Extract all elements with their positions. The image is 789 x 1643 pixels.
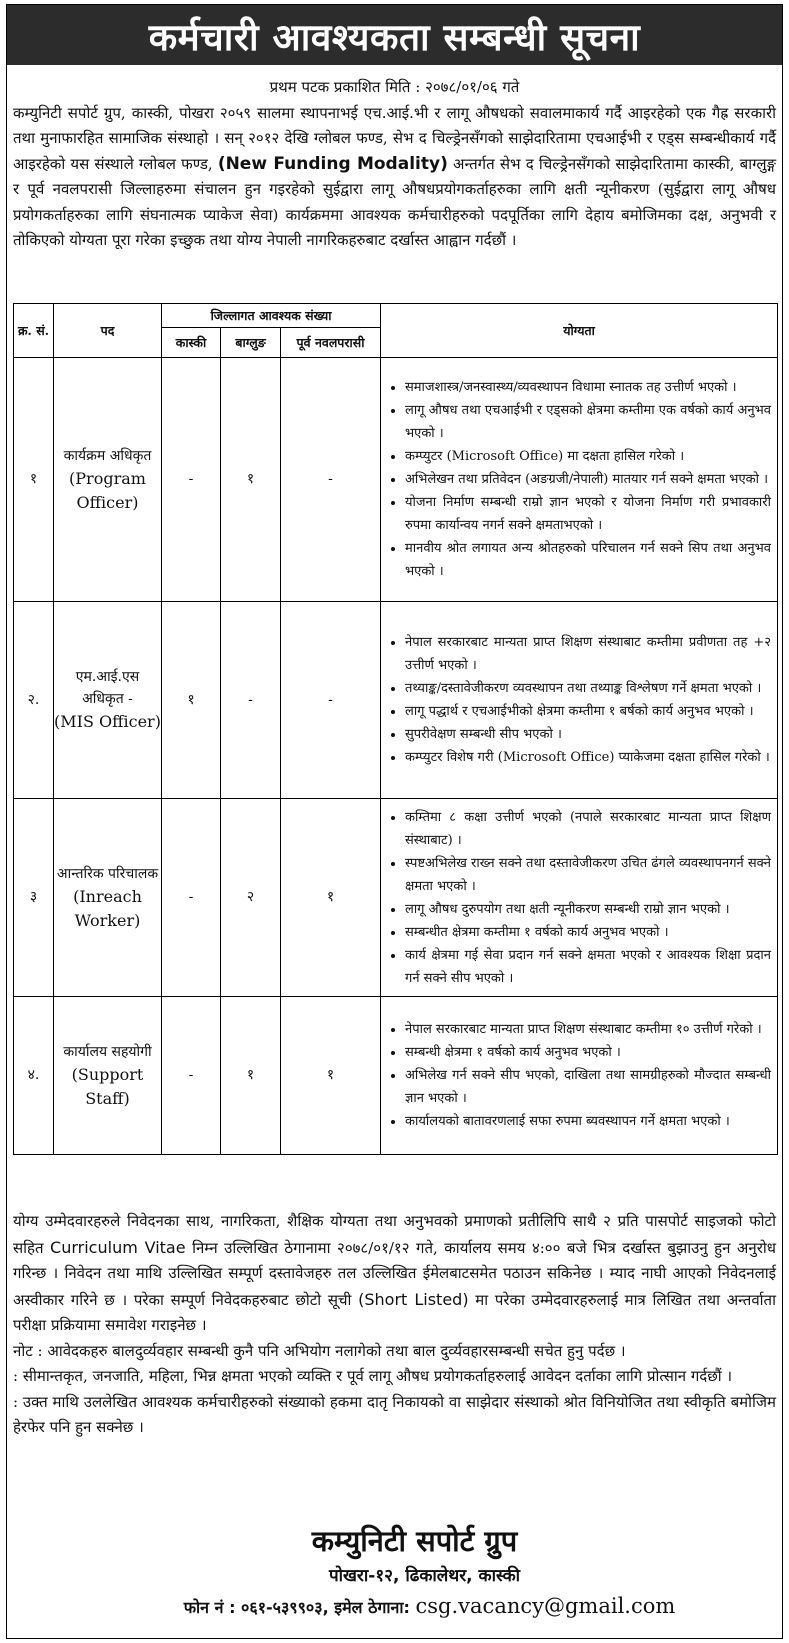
notice-title: कर्मचारी आवश्यकता सम्बन्धी सूचना — [7, 5, 782, 65]
post-name-np: कार्यक्रम अधिकृत — [63, 447, 152, 464]
qualification-item: • कार्य क्षेत्रमा गई सेवा प्रदान गर्न सक्ने क्षमता भएको र आवश्यक शिक्षा प्रदान गर्न सक्ने सीप भएको । — [405, 944, 771, 990]
row-baglung-count: १ — [221, 358, 281, 602]
row-nawalparasi-count: १ — [281, 997, 381, 1155]
intro-paragraph — [13, 101, 776, 254]
row-qualifications — [381, 358, 778, 602]
published-date: प्रथम पटक प्रकाशित मिति : २०७८/०१/०६ गते — [269, 78, 520, 96]
header-kaski: कास्की — [162, 328, 221, 358]
qualification-list — [385, 376, 771, 583]
post-name-en: (Inreach Worker) — [73, 886, 142, 930]
qualification-item: • अभिलेखन तथा प्रतिवेदन (अङग्रजी/नेपाली) मातयार गर्न सक्ने क्षमता भएको । — [405, 468, 771, 491]
intro-text-b: अन्तर्गत सेभ द चिल्ड्रेनसँगको साझेदारितामा कास्की, बाग्लुङ्ग र पूर्व नवलपरासी जिल्लाहरुमा संचालन हुन गइरहेको सुईद्वारा लागू औषधप्रयोगकर्ताहरुका लागि क्षती न्यूनीकरण (सुईद्वारा लागू औषध प्रयोगकर्ताहरुका लागि संघनात्मक प्याकेज सेवा) कार्यक्रममा आवश्यक कर्मचारीहरुको पदपूर्तिका लागि देहाय बमोजिमका दक्ष, अनुभवी र तोकिएको योग्यता पूरा गरेका इच्छुक तथा योग्य नेपाली नागरिकहरुबाट दर्खास्त आह्वान गर्दछौं । — [13, 154, 776, 249]
organization-address: पोखरा-१२, ढिकालेथर, कास्की — [328, 1566, 521, 1586]
row-sn: २. — [14, 602, 54, 799]
post-name-np: एम.आई.एस अधिकृत - — [75, 669, 140, 707]
post-name-en: (MIS Officer) — [54, 712, 161, 731]
post-name-en: (Program Officer) — [69, 468, 146, 512]
instructions-section — [13, 1209, 776, 1441]
intro-highlight: (New Funding Modality) — [217, 153, 448, 174]
qualification-item: • कम्प्युटर (Microsoft Office) मा दक्षता हासिल गरेको । — [405, 445, 771, 468]
note-2: : सीमान्तकृत, जनजाति, महिला, भिन्न क्षमता भएको व्यक्ति र पूर्व लागू औषध प्रयोगकर्ताहरुलाई आवेदन दर्ताका लागि प्रोत्सान गर्दछौं । — [13, 1367, 733, 1385]
qualification-item: • अभिलेख गर्न सक्ने सीप भएको, दाखिला तथा सामग्रीहरुको मौज्दात सम्बन्धी ज्ञान भएको । — [405, 1064, 771, 1110]
qualification-item: • लागू औषध दुरुपयोग तथा क्षती न्यूनीकरण सम्बन्धी राम्रो ज्ञान भएको । — [405, 898, 771, 921]
note-1: नोट : आवेदकहरु बालदुर्व्यवहार सम्बन्धी कुनै पनि अभियोग नलागेको तथा बाल दुर्व्यवहारसम्बन्धी सचेत हुनु पर्दछ । — [13, 1341, 626, 1360]
instructions-text-a: योग्य उम्मेदवारहरुले निवेदनका साथ, नागरिकता, शैक्षिक योग्यता तथा अनुभवको प्रमाणको प्रतीलिपि साथै २ प्रति पासपोर्ट साइजको फोटो सहित — [13, 1212, 776, 1257]
organization-contact — [7, 1591, 782, 1623]
qualification-list — [385, 806, 771, 990]
row-qualifications — [381, 602, 778, 799]
organization-name: कम्युनिटी सपोर्ट ग्रुप — [311, 1524, 518, 1558]
qualification-item: • कार्यालयको बातावरणलाई सफा रुपमा ब्यवस्थापन गर्ने क्षमता भएको । — [405, 1110, 771, 1133]
row-kaski-count: - — [162, 799, 221, 997]
qualification-item: • मानवीय श्रोत लगायत अन्य श्रोतहरुको परिचालन गर्न सक्ने सिप तथा अनुभव भएको । — [405, 537, 771, 583]
instructions-text-b: निम्न उल्लिखित ठेगानामा २०७८/०१/१२ गते, कार्यालय समय ४:०० बजे भित्र दर्खास्त बुझाउनु हुन अनुरोध गरिन्छ । निवेदन तथा माथि उल्लिखित सम्पूर्ण दस्तावेजहरु तल उल्लिखित ईमेलबाटसमेत पठाउन सकिनेछ । म्याद नाघी आएको निवेदनलाई अस्वीकार गरिने छ । परेका सम्पूर्ण निवेदकहरुबाट छोटो सूची — [13, 1238, 776, 1309]
table-row — [14, 358, 778, 602]
qualification-item: • कम्तिमा ८ कक्षा उत्तीर्ण भएको (नपाले सरकारबाट मान्यता प्राप्त शिक्षण संस्थाबाट) । — [405, 806, 771, 852]
header-post: पद — [54, 304, 162, 358]
row-baglung-count: १ — [221, 997, 281, 1155]
post-name-en: (Support Staff) — [71, 1064, 144, 1108]
row-post — [54, 358, 162, 602]
qualification-item: • नेपाल सरकारबाट मान्यता प्राप्त शिक्षण संस्थाबाट कम्तीमा प्रवीणता तह +२ उत्तीर्ण भएको । — [405, 631, 771, 677]
row-kaski-count: १ — [162, 602, 221, 799]
qualification-item: • योजना निर्माण सम्बन्धी राम्रो ज्ञान भएको र योजना निर्माण गरी प्रभावकारी रुपमा कार्यान्वय नगर्न सक्ने क्षमताभएको । — [405, 491, 771, 537]
qualification-item: • सम्बन्धीत क्षेत्रमा कम्तीमा १ वर्षको कार्य अनुभव भएको । — [405, 921, 771, 944]
qualification-item: • नेपाल सरकारबाट मान्यता प्राप्त शिक्षण संस्थाबाट कम्तीमा १० उत्तीर्ण गरेको । — [405, 1018, 771, 1041]
qualification-item: • लागू औषध तथा एचआईभी र एड्सको क्षेत्रमा कम्तीमा एक वर्षको कार्य अनुभव भएको । — [405, 399, 771, 445]
row-nawalparasi-count: - — [281, 358, 381, 602]
qualification-item: • लागू पद्धार्थ र एचआईभीको क्षेत्रमा कम्तीमा १ बर्षको कार्य अनुभव भएको । — [405, 700, 771, 723]
qualification-list — [385, 631, 771, 769]
table-row — [14, 799, 778, 997]
row-nawalparasi-count: १ — [281, 799, 381, 997]
row-qualifications — [381, 997, 778, 1155]
row-baglung-count: २ — [221, 799, 281, 997]
contact-label: फोन नं : ०६१-५३९९०३, इमेल ठेगाना: — [183, 1598, 410, 1617]
instructions-text-c: मा परेका उम्मेदवारहरुलाई मात्र लिखित तथा अन्तर्वाता परीक्षा प्रक्रियामा समावेश गराइनेछ । — [13, 1290, 776, 1334]
post-name-np: आन्तरिक परिचालक — [56, 865, 159, 882]
header-qualification: योग्यता — [381, 304, 778, 358]
qualification-item: • सम्बन्धी क्षेत्रमा १ वर्षको कार्य अनुभव भएको । — [405, 1041, 771, 1064]
qualification-item: • कम्प्युटर विशेष गरी (Microsoft Office) प्याकेजमा दक्षता हासिल गरेको । — [405, 746, 771, 769]
qualification-item: • समाजशास्त्र/जनस्वास्थ्य/व्यवस्थापन विधामा स्नातक तह उत्तीर्ण भएको । — [405, 376, 771, 399]
row-qualifications — [381, 799, 778, 997]
header-sn: क्र. सं. — [14, 304, 54, 358]
row-post — [54, 602, 162, 799]
header-district-group: जिल्लागत आवश्यक संख्या — [162, 304, 381, 328]
vacancy-table — [13, 303, 778, 1155]
row-sn: १ — [14, 358, 54, 602]
short-listed-term: (Short Listed) — [358, 1289, 469, 1309]
row-post — [54, 799, 162, 997]
intro-section — [13, 75, 776, 254]
organization-block — [7, 1521, 782, 1623]
qualification-item: • स्पष्टअभिलेख राख्न सक्ने तथा दस्तावेजीकरण उचित ढंगले व्यवस्थापनगर्न सक्ने क्षमता भएको । — [405, 852, 771, 898]
row-nawalparasi-count: - — [281, 602, 381, 799]
post-name-np: कार्यालय सहयोगी — [63, 1043, 152, 1060]
header-baglung: बाग्लुङ — [221, 328, 281, 358]
intro-text-a: कम्युनिटी सपोर्ट ग्रुप, कास्की, पोखरा २०५९ सालमा स्थापनाभई एच.आई.भी र लागू औषधको सवालमाकार्य गर्दै आइरहेको एक गैह्र सरकारी तथा मुनाफारहित सामाजिक संस्थाहो । सन् २०१२ देखि ग्लोबल फण्ड, सेभ द चिल्ड्रेनसँगको साझेदारितामा एचआईभी र एड्स सम्बन्धीकार्य गर्दै आइरहेको यस संस्थाले ग्लोबल फण्ड, — [13, 103, 776, 173]
qualification-item: • तथ्याङ्क/दस्तावेजीकरण व्यवस्थापन तथा तथ्याङ्क विश्लेषण गर्ने क्षमता भएको । — [405, 677, 771, 700]
email-address[interactable]: csg.vacancy@gmail.com — [415, 1594, 676, 1618]
row-kaski-count: - — [162, 358, 221, 602]
row-sn: ४. — [14, 997, 54, 1155]
header-nawalparasi: पूर्व नवलपरासी — [281, 328, 381, 358]
table-row — [14, 602, 778, 799]
cv-term: Curriculum Vitae — [50, 1237, 186, 1257]
note-3: : उक्त माथि उललेखित आवश्यक कर्मचारीहरुको संख्याको हकमा दातृ निकायको वा साझेदार संस्थाको श्रोत विनियोजित तथा स्वीकृति बमोजिम हेरफेर पनि हुन सक्नेछ । — [13, 1392, 776, 1436]
instructions-paragraph — [13, 1209, 776, 1339]
qualification-item: • सुपरीवेक्षण सम्बन्धी सीप भएको । — [405, 723, 771, 746]
notice-frame — [6, 4, 783, 1639]
vacancy-rows — [14, 358, 778, 1155]
qualification-list — [385, 1018, 771, 1133]
row-sn: ३ — [14, 799, 54, 997]
row-baglung-count: - — [221, 602, 281, 799]
table-row — [14, 997, 778, 1155]
row-kaski-count: - — [162, 997, 221, 1155]
row-post — [54, 997, 162, 1155]
